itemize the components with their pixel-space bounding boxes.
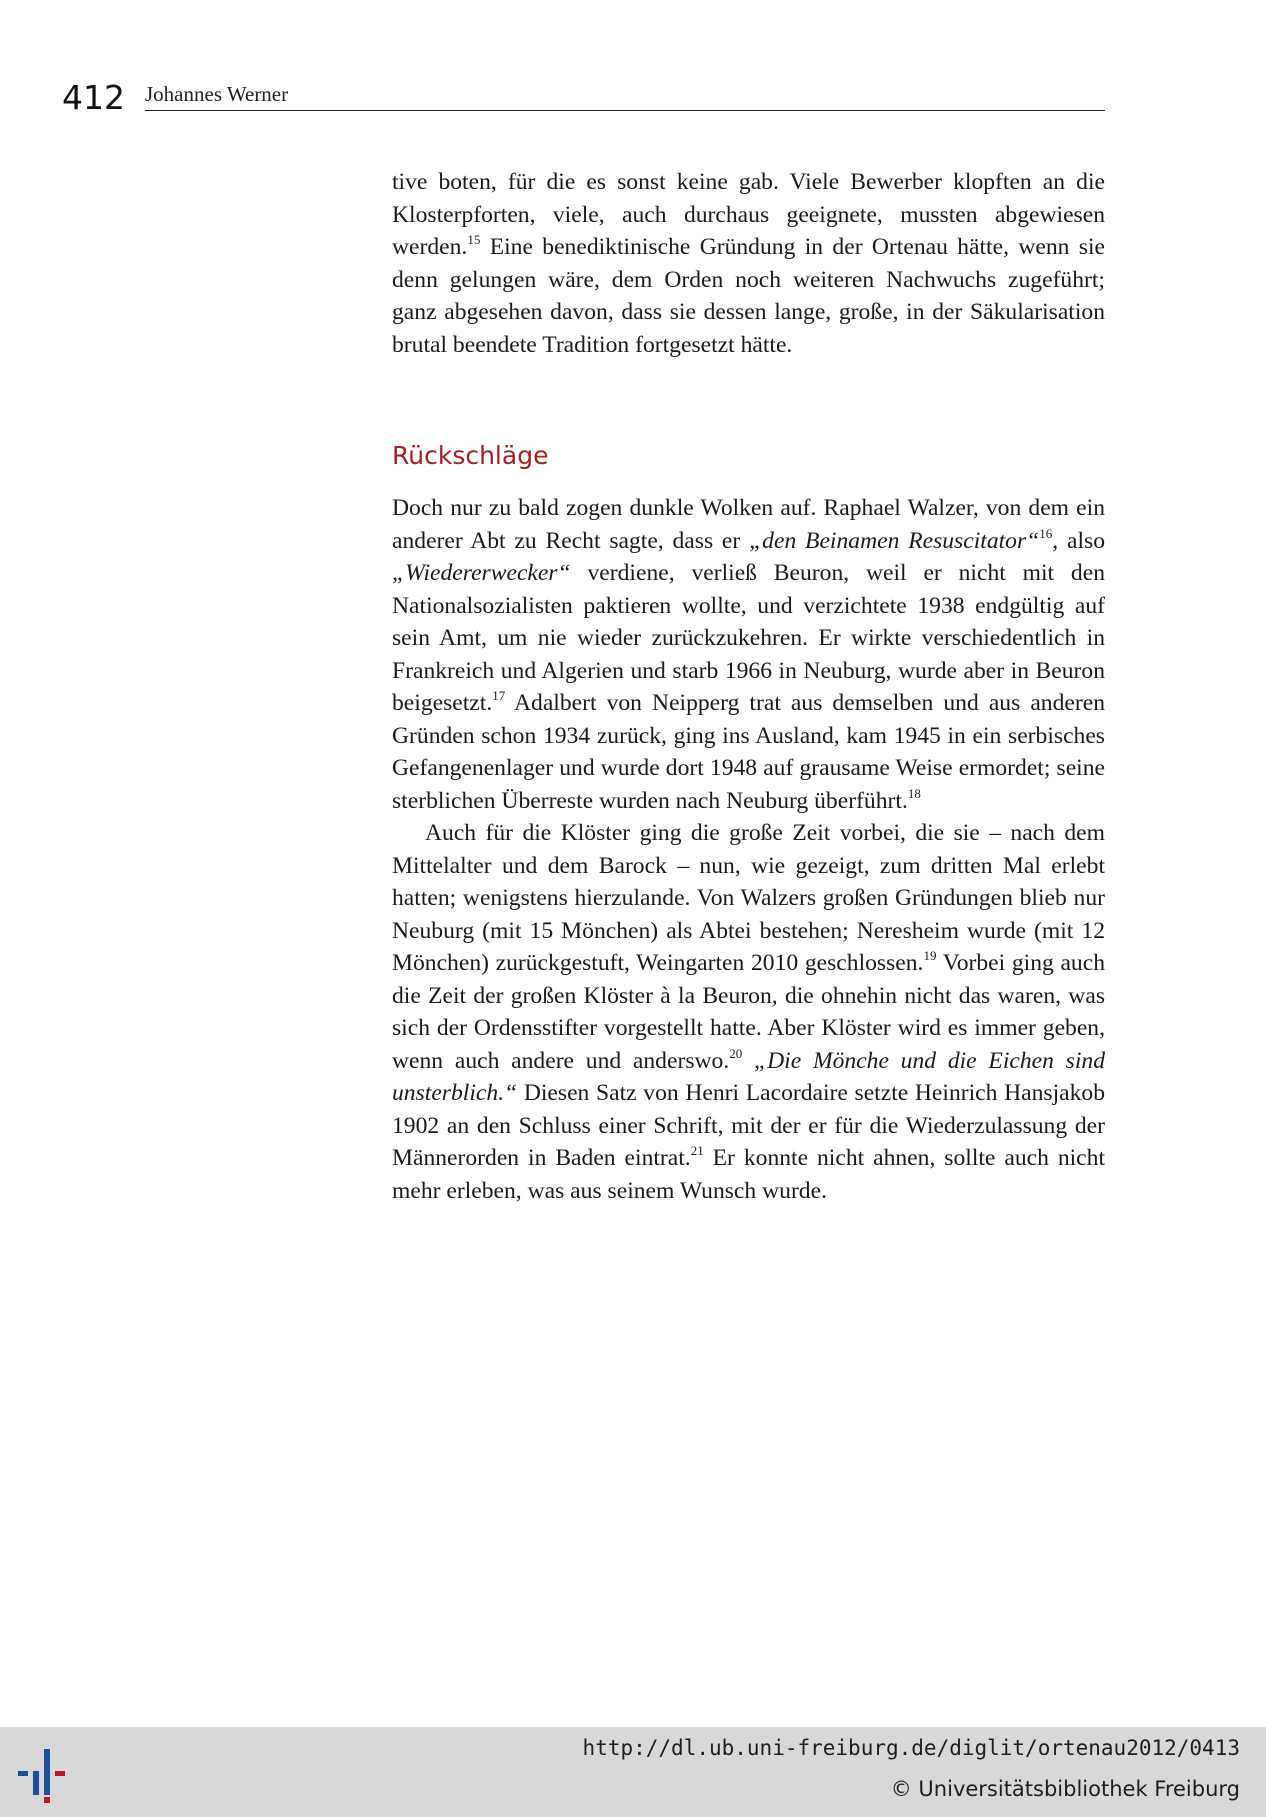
section-heading: Rückschläge (392, 441, 549, 470)
text-run: Er konnte nicht ahnen, sollte auch nicht mehr erleben, was aus seinem Wunsch wurde. (392, 1145, 1105, 1204)
paragraph-2 (392, 492, 1105, 817)
page-number: 412 (62, 78, 125, 117)
running-head: Johannes Werner (145, 82, 289, 106)
text-run: Vorbei ging auch die Zeit der großen Klöster à la Beuron, die ohnehin nicht das waren, was sich der Ordensstifter vorgestellt hatte. Aber Klöster wird es immer geben, wenn auch andere und anderswo. (392, 950, 1105, 1074)
footnote-ref[interactable]: 19 (923, 948, 937, 963)
text-run: Diesen Satz von Henri Lacordaire setzte Heinrich Hansjakob 1902 an den Schluss einer Schrift, mit der er für die Wiederzulassung der Männerorden in Baden eintrat. (392, 1080, 1105, 1171)
italic-quote: „den Beinamen Resuscitator“ (749, 527, 1040, 554)
footnote-ref[interactable]: 15 (467, 232, 481, 247)
text-run: Auch für die Klöster ging die große Zeit vorbei, die sie – nach dem Mittelalter und dem Barock – nun, wie gezeigt, zum dritten Mal erlebt hatten; wenigstens hierzulande. Von Walzers großen Gründungen blieb nur Neuburg (mit 15 Mönchen) als Abtei bestehen; Neresheim wurde (mit 12 Mönchen) zurückgestuft, Weingarten 2010 geschlossen. (392, 820, 1105, 976)
text-run: Doch nur zu bald zogen dunkle Wolken auf. Raphael Walzer, von dem ein anderer Abt zu Recht sagte, dass er (392, 495, 1105, 554)
text-run: Eine benediktinische Gründung in der Ortenau hätte, wenn sie denn gelungen wäre, dem Orden noch weiteren Nachwuchs zugeführt; ganz abgesehen davon, dass sie dessen lange, große, in der Säkularisation brutal beendete Tradition fortgesetzt hätte. (392, 234, 1105, 358)
footnote-ref[interactable]: 17 (492, 688, 506, 703)
footer-url[interactable]: http://dl.ub.uni-freiburg.de/diglit/ortenau2012/0413 (582, 1736, 1240, 1760)
text-run: Adalbert von Neipperg trat aus demselben und aus anderen Gründen schon 1934 zurück, ging ins Ausland, kam 1945 in ein serbisches Gefangenenlager und wurde dort 1948 auf grausame Weise ermordet; seine sterblichen Überreste wurden nach Neuburg überführt. (392, 690, 1105, 814)
italic-quote: „Die Mönche und die Eichen sind unsterblich.“ (392, 1047, 1105, 1106)
paragraph-3 (392, 817, 1105, 1207)
italic-quote: „Wiedererwecker“ (392, 560, 571, 586)
text-run: tive boten, für die es sonst keine gab. Viele Bewerber klopften an die Klosterpforten, viele, auch durchaus geeignete, mussten abgewiesen werden. (392, 169, 1105, 260)
footnote-ref[interactable]: 18 (907, 785, 921, 801)
footer-copyright: © Universitätsbibliothek Freiburg (890, 1777, 1240, 1801)
footer-band (0, 1727, 1266, 1817)
text-run: verdiene, verließ Beuron, weil er nicht mit den Nationalsozialisten paktieren wollte, und verzichtete 1938 endgültig auf sein Amt, um nie wieder zurückzukehren. Er wirkte verschiedentlich in Frankreich und Algerien und starb 1966 in Neuburg, wurde aber in Beuron beigesetzt. (392, 560, 1105, 716)
footnote-ref[interactable]: 20 (729, 1045, 743, 1061)
paragraph-1 (392, 166, 1105, 361)
footnote-ref[interactable]: 21 (690, 1143, 704, 1158)
text-run (742, 1048, 754, 1074)
header-rule (145, 110, 1105, 111)
text-block-1 (392, 166, 1105, 361)
ub-freiburg-logo-icon[interactable] (16, 1741, 80, 1805)
text-block-2 (392, 492, 1105, 1207)
text-run: , also (1052, 527, 1105, 554)
footnote-ref[interactable]: 16 (1039, 525, 1053, 541)
